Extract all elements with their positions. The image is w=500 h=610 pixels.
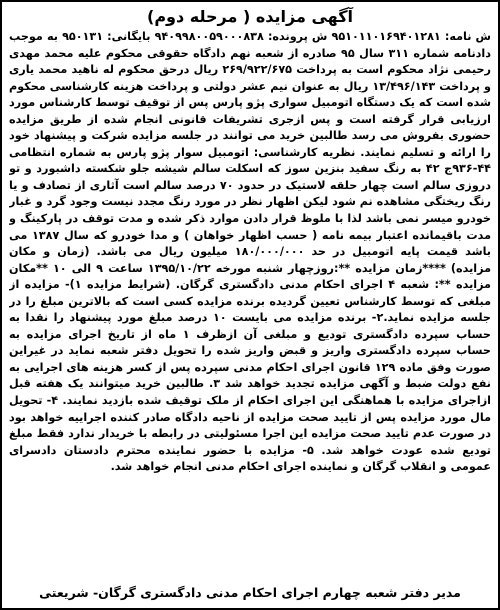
notice-body: ش نامه: ۹۵۱۰۱۱۰۱۶۹۴۰۱۲۸۱ ش پرونده: ۹۴۰۹۹۸۰۰۵۹۰۰۰۸۳۸ بایگانی: ۹۵۰۱۳۱ به موجب دادنامه شماره ۳۱۱ سال ۹۵ صادره از شعبه نهم دادگاه حقوقی محکوم علیه محمد مهدی رحیمی نژاد محکوم است به پرداخت ۲۶۹/۹۲۲/۶۷۵ ریال درحق محکوم له ناهید محمد یاری و پرداخت ۱۳/۴۹۶/۱۴۳ ریال به عنوان نیم عشر دولتی و پرداخت هزینه کارشناسی محکوم شده است که یک دستگاه اتومبیل سواری پژو پارس پس از توقیف توسط کارشناس مورد ارزیابی قرار گرفته است و پس ازجری تشریفات قانونی انجام شده از طریق مزایده حضوری بفروش می رسد طالبین خرید می توانند در جلسه مزایده شرکت و پیشنهاد خود را ارائه و تسلیم نمایند. نظریه کارشناسی: اتومبیل سوار پژو پارس به شماره انتظامی ۴۴-۹۳۶ج ۴۲ به رنگ سفید بنزین سوز که اسکلت سالم شیشه جلو شکسته داشبورد و تو دروزی سالم است چهار حلقه لاستیک در حدود ۷۰ درصد سالم است آثاری از تصادف و یا رنگ ریختگی مشاهده نم شود لیکن اظهار نظر در مورد رنگ مجدد نیست وجود گرد و غبار خودرو میسر نمی باشد لذا با ملوظ قرار دادن موارد ذکر شده و مدت توقف در پارکینگ و مدت باقیمانده اعتبار بیمه نامه ( حسب اظهار خواهان ) و مدا خودرو که سال ۱۳۸۷ می باشد قیمت پایه اتومبیل در حد ۱۸۰/۰۰۰/۰۰۰ میلیون ریال می باشد. (زمان و مکان مزایده) ****زمان مزایده **:روزچهار شنبه مورخه ۱۳۹۵/۱۰/۲۲ ساعت ۹ الی ۱۰ **مکان مزایده **: شعبه ۴ اجرای احکام مدنی دادگستری گرگان. (شرایط مزایده ۱)- مزایده از مبلغی که توسط کارشناس تعیین گردیده برنده مزایده کسی است که بالاترین مبلغ را در جلسه مزایده نماید.۲- برنده مزایده می بایست ۱۰ درصد مبلغ مورد پیشنهاد را نقدا به حساب سپرده دادگستری تودیع و مبلغی آن ازظرف ۱ ماه از تاریخ اجرای مزایده به حساب سپرده دادگستری واریز و قبض واریز شده را تحویل دفتر شعبه نماید در غیراین صورت وفق ماده ۱۲۹ قانون اجرای احکام مدنی سپرده پس از کسر هزینه های اجرایی به نفع دولت ضبط و آگهی مزایده تجدید خواهد شد ۳. طالبین خرید میتوانند یک هفته قبل ازاجرای مزایده با هماهنگی این اجرای احکام از ملک توقیف شده بازدید نمایند. ۴- تحویل مال مورد مزایده پس از تایید صحت مزایده از ناحیه دادگاه صادر کننده اجراییه خواهد بود در صورت عدم تایید صحت مزایده این اجرا مسئولیتی در رابطه با خریدار ندارد فقط مبلغ تودیع شده عودت خواهد شد. ۵- مزایده با حضور نماینده محترم دادستان دادسرای عمومی و انقلاب گرگان و نماینده اجرای احکام مدنی انجام خواهد شد. <box>9 30 491 474</box>
notice-title: آگهی مزایده ( مرحله دوم) <box>147 7 353 26</box>
notice-signature: مدیر دفتر شعبه چهارم اجرای احکام مدنی دادگستری گرگان- شریعتی <box>39 585 461 600</box>
